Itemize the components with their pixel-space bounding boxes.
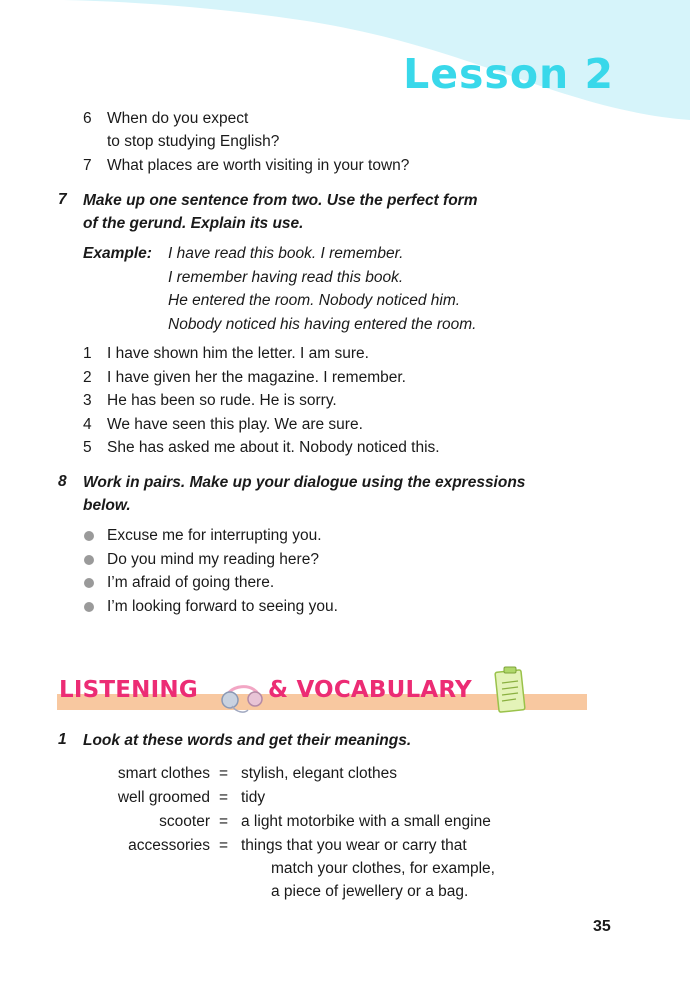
vocab-term: well groomed — [117, 789, 210, 806]
headphones-icon — [218, 672, 266, 716]
section-title-listening: LISTENING — [59, 677, 198, 703]
question-text: When do you expect — [107, 110, 249, 127]
example-line: Nobody noticed his having entered the room. — [168, 316, 477, 333]
vocab-definition: stylish, elegant clothes — [241, 765, 397, 782]
example-line: I remember having read this book. — [168, 269, 404, 286]
item-text: I have given her the magazine. I remember. — [107, 369, 406, 386]
vocab-definition: match your clothes, for example, — [271, 860, 495, 877]
item-text: She has asked me about it. Nobody noticed this. — [107, 439, 440, 456]
question-text: What places are worth visiting in your town? — [107, 157, 410, 174]
task-number: 1 — [58, 731, 67, 748]
vocab-equals: = — [219, 813, 229, 830]
vocab-equals: = — [219, 837, 229, 854]
vocab-term: scooter — [159, 813, 210, 830]
task-instruction: Work in pairs. Make up your dialogue using the expressions — [83, 474, 526, 491]
task-number: 8 — [58, 473, 67, 490]
item-number: 1 — [83, 345, 92, 362]
vocab-term: smart clothes — [117, 765, 210, 782]
bullet-icon — [84, 602, 94, 612]
task-instruction: Make up one sentence from two. Use the perfect form — [83, 192, 478, 209]
item-number: 4 — [83, 416, 92, 433]
bullet-icon — [84, 578, 94, 588]
item-number: 5 — [83, 439, 92, 456]
task-instruction: below. — [83, 497, 131, 514]
item-text: He has been so rude. He is sorry. — [107, 392, 337, 409]
item-number: 3 — [83, 392, 92, 409]
example-line: I have read this book. I remember. — [168, 245, 404, 262]
example-line: He entered the room. Nobody noticed him. — [168, 292, 461, 309]
bullet-text: I’m afraid of going there. — [107, 574, 275, 591]
question-number: 6 — [83, 110, 92, 127]
vocab-definition: a piece of jewellery or a bag. — [271, 883, 469, 900]
page-number: 35 — [593, 918, 611, 935]
example-label: Example: — [83, 245, 152, 262]
section-title-vocabulary: & VOCABULARY — [268, 677, 472, 703]
question-text: to stop studying English? — [107, 133, 280, 150]
item-text: We have seen this play. We are sure. — [107, 416, 363, 433]
bullet-icon — [84, 531, 94, 541]
vocab-definition: tidy — [241, 789, 266, 806]
vocab-equals: = — [219, 789, 229, 806]
question-number: 7 — [83, 157, 92, 174]
bullet-text: Do you mind my reading here? — [107, 551, 319, 568]
bullet-text: Excuse me for interrupting you. — [107, 527, 322, 544]
bullet-icon — [84, 555, 94, 565]
bullet-text: I’m looking forward to seeing you. — [107, 598, 338, 615]
vocab-term: accessories — [128, 837, 210, 854]
lesson-title: Lesson 2 — [403, 50, 614, 98]
task-instruction: Look at these words and get their meanings. — [83, 732, 412, 749]
vocab-definition: a light motorbike with a small engine — [241, 813, 491, 830]
item-number: 2 — [83, 369, 92, 386]
clipboard-icon — [494, 665, 528, 715]
vocab-equals: = — [219, 765, 229, 782]
vocab-definition: things that you wear or carry that — [241, 837, 467, 854]
task-number: 7 — [58, 191, 67, 208]
item-text: I have shown him the letter. I am sure. — [107, 345, 369, 362]
task-instruction: of the gerund. Explain its use. — [83, 215, 304, 232]
